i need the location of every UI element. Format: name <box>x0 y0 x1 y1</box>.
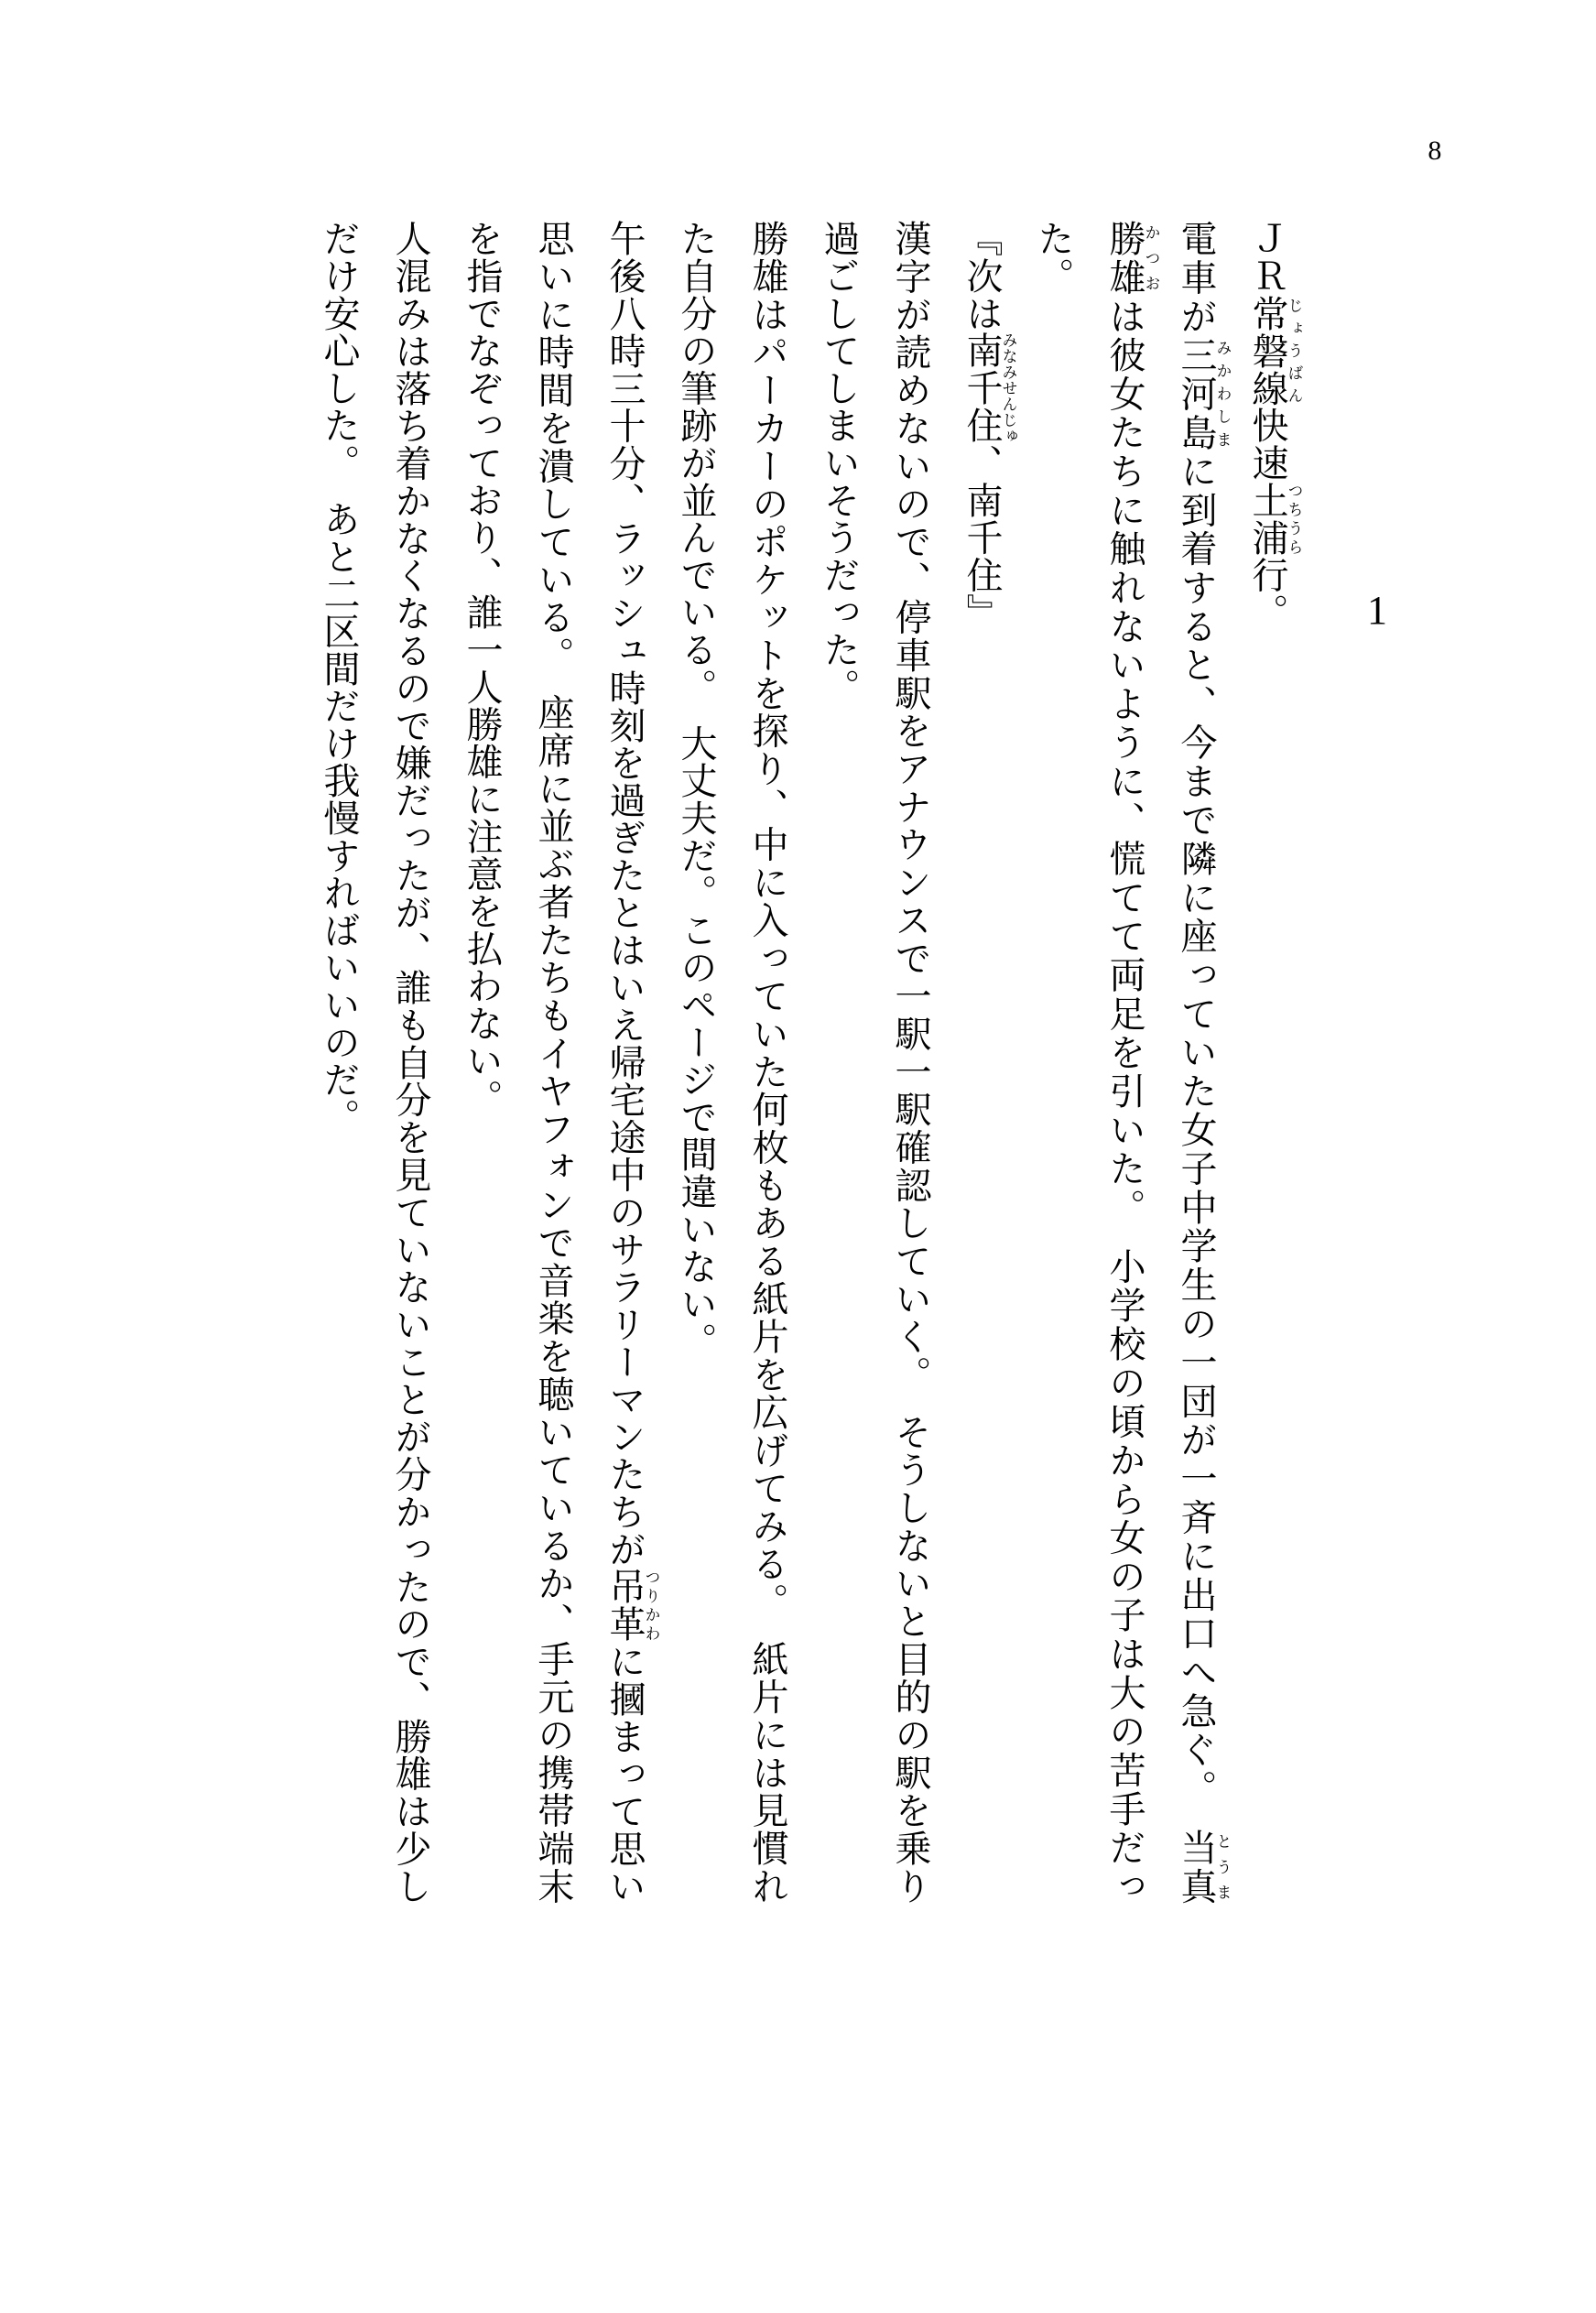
paragraph: 電車が三河島みかわしまに到着すると、今まで隣に座っていた女子中学生の一団が一斉に出口へ急ぐ。 当真とうま勝雄かつおは彼女たちに触れないように、慌てて両足を引いた。 小学校の頃から女の子は大の苦手だった。 <box>1033 220 1232 1905</box>
ruby-text: みなみせんじゅ <box>1000 331 1017 444</box>
paragraph: 漢字が読めないので、停車駅をアナウンスで一駅一駅確認していく。 そうしないと目的の駅を乗り過ごしてしまいそうだった。 <box>819 220 931 1905</box>
ruby-text: つり <box>643 1568 660 1605</box>
ruby-annotated-word: 当真とうま <box>1176 1828 1232 1905</box>
ruby-annotated-word: 三河島みかわしま <box>1176 335 1232 452</box>
paragraph: 午後八時三十分、ラッシュ時刻を過ぎたとはいえ帰宅途中のサラリーマンたちが吊つり革かわに摑まって思い思いに時間を潰している。 座席に並ぶ者たちもイヤフォンで音楽を聴いているか、手元の携帯端末を指でなぞっており、誰一人勝雄に注意を払わない。 <box>461 220 660 1905</box>
body-text <box>303 220 1303 1905</box>
ruby-annotated-word: 南千住みなみせんじゅ <box>961 331 1017 444</box>
ruby-annotated-word: 革かわ <box>604 1604 660 1643</box>
paragraph: 勝雄はパーカーのポケットを探り、中に入っていた何枚もある紙片を広げてみる。 紙片には見慣れた自分の筆跡が並んでいる。 大丈夫だ。このページで間違いない。 <box>676 220 788 1905</box>
ruby-text: じょうばん <box>1286 294 1303 407</box>
ruby-annotated-word: 常磐線じょうばん <box>1247 294 1303 407</box>
paragraph: ＪＲ常磐線じょうばん快速土浦つちうら行。 <box>1247 220 1303 631</box>
ruby-text: かつお <box>1143 220 1160 297</box>
ruby-annotated-word: 吊つり <box>604 1568 660 1605</box>
ruby-annotated-word: 土浦つちうら <box>1247 481 1303 557</box>
ruby-text: つちうら <box>1286 481 1303 557</box>
ruby-text: みかわしま <box>1214 335 1232 451</box>
ruby-text: とうま <box>1214 1828 1232 1905</box>
ruby-annotated-word: 勝雄かつお <box>1104 220 1160 298</box>
chapter-number: 1 <box>1367 588 1387 633</box>
paragraph: 『次は南千住みなみせんじゅ、南千住』 <box>961 220 1017 631</box>
paragraph: 人混みは落ち着かなくなるので嫌だったが、誰も自分を見ていないことが分かったので、勝雄は少しだけ安心した。 あと二区間だけ我慢すればいいのだ。 <box>319 220 431 1905</box>
ruby-text: かわ <box>643 1604 660 1643</box>
page-number: 8 <box>1428 136 1442 166</box>
